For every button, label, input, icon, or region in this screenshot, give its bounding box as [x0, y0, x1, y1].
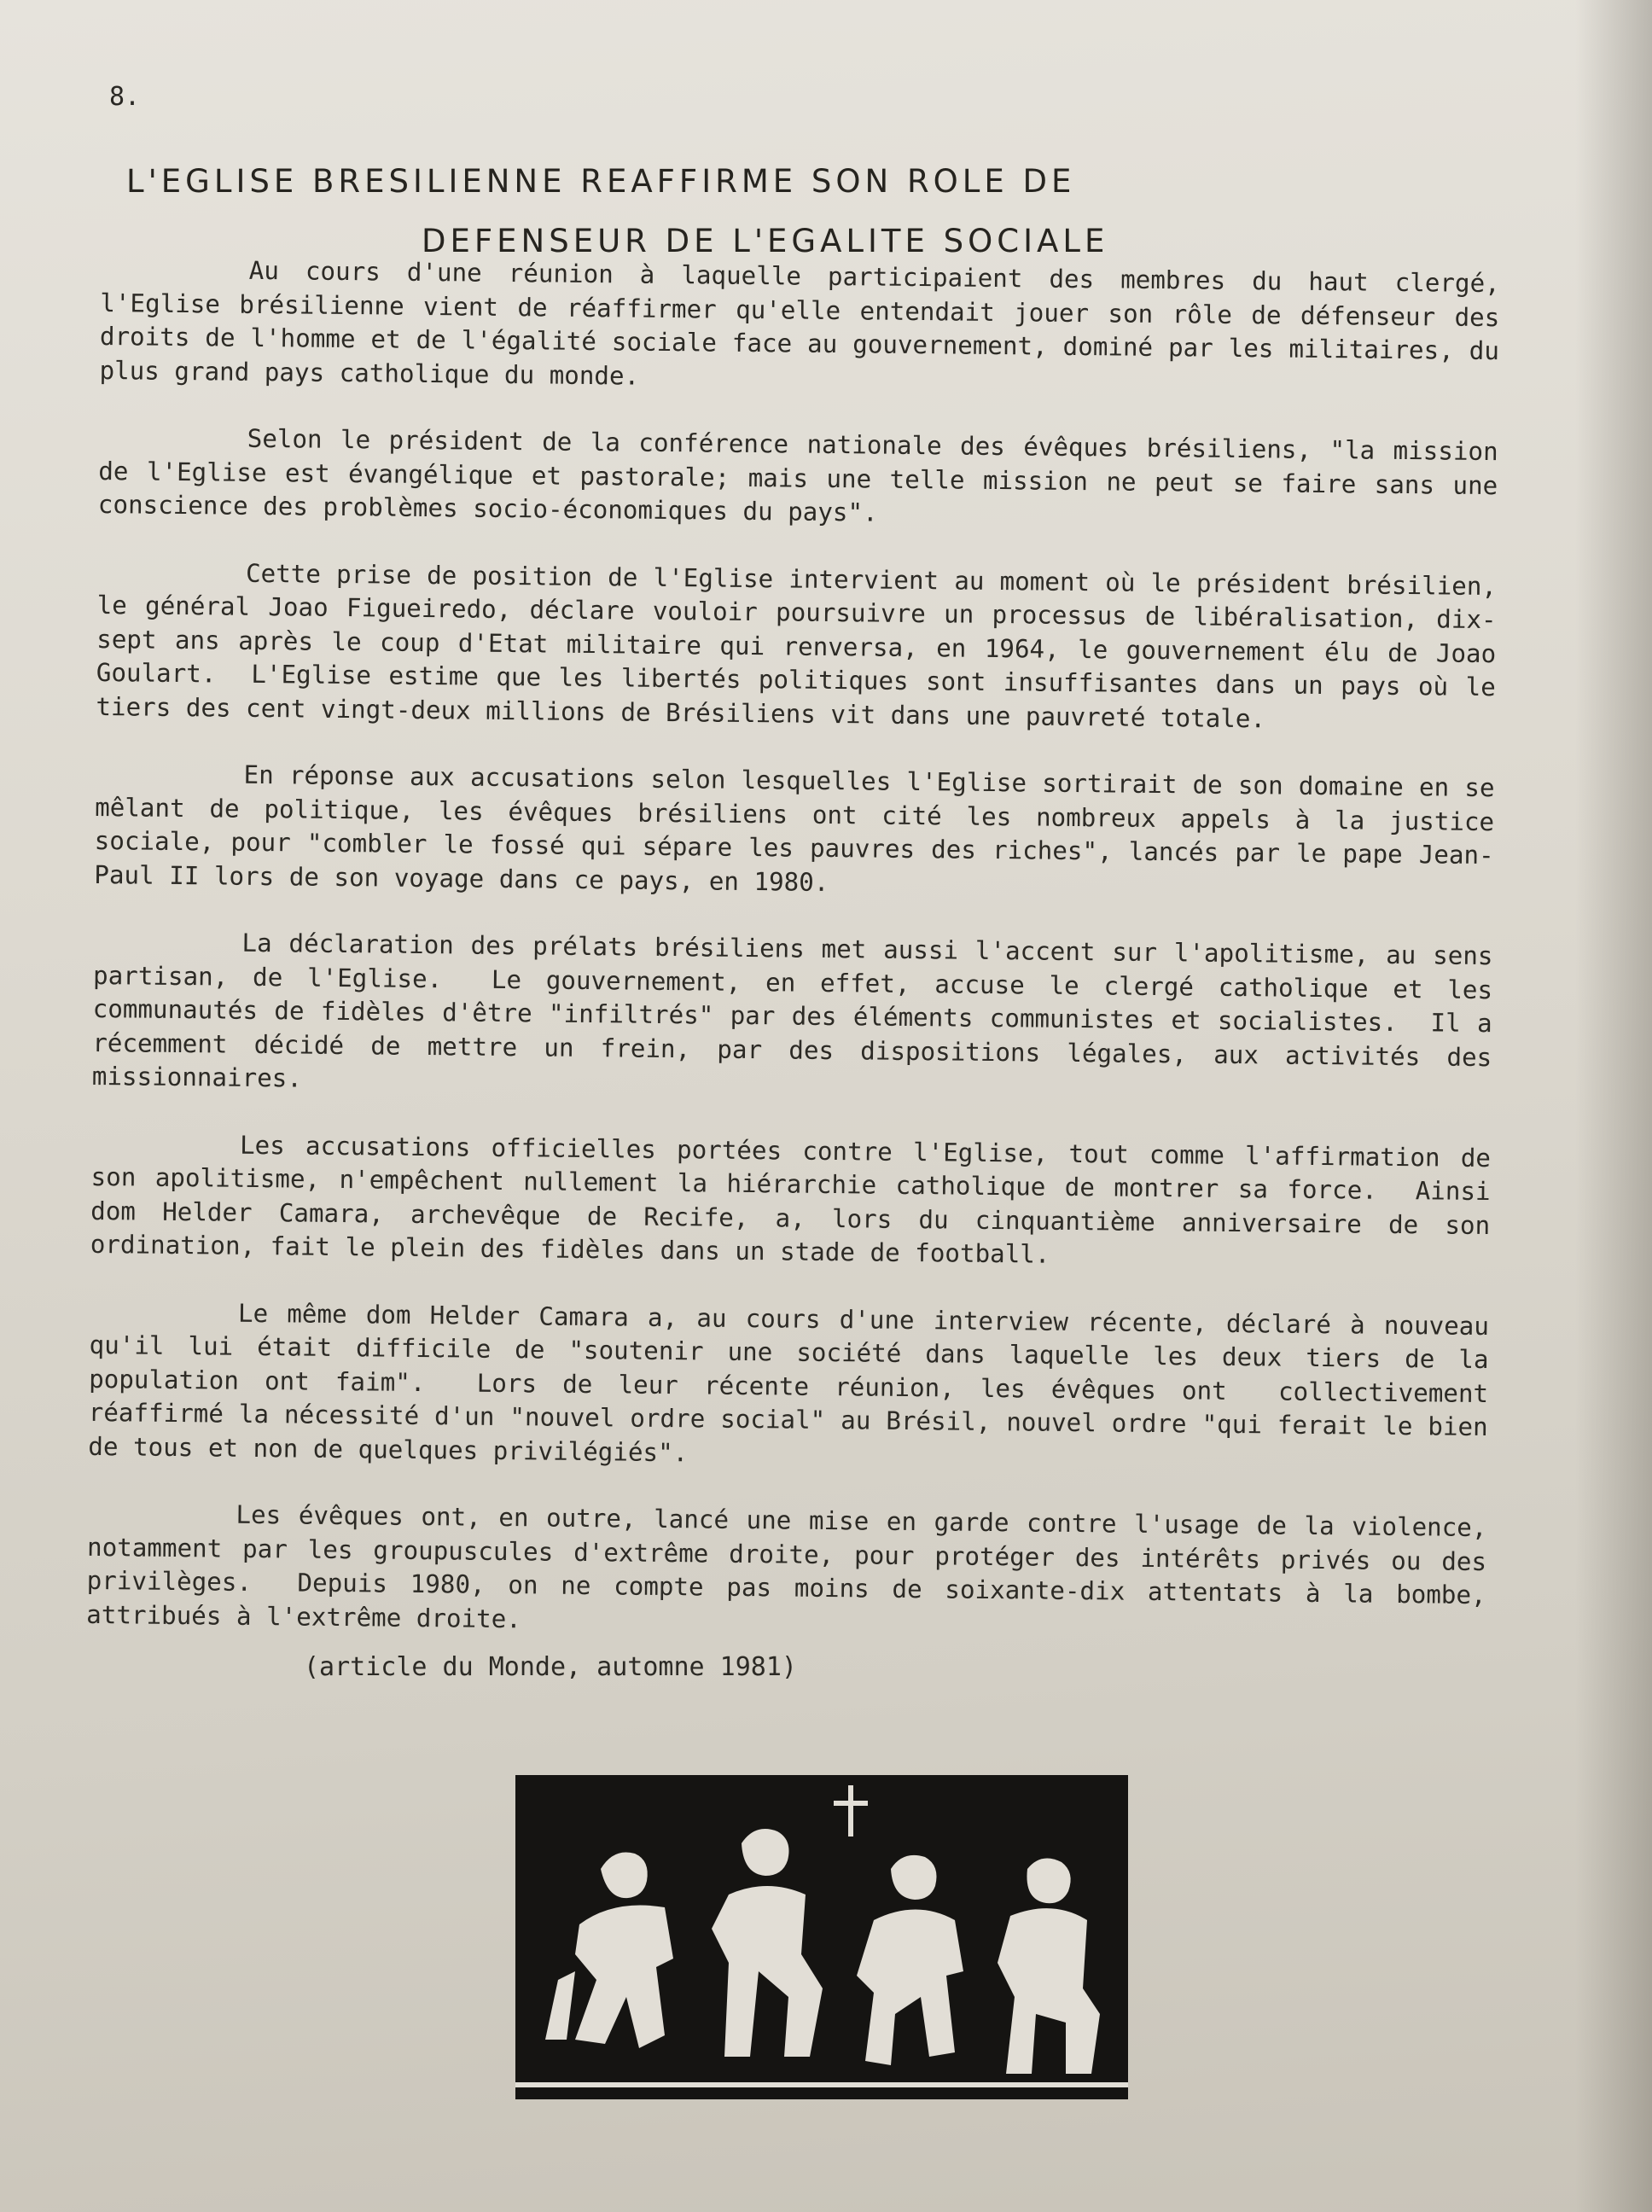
article-title — [102, 152, 1382, 271]
page-number: 8. — [109, 82, 141, 112]
paragraph-6: Les accusations officielles portées contre l'Eglise, tout comme l'affirmation de son apolitisme, n'empêchent nullement la hiérarchie catholique de montrer sa force. Ainsi dom Helder Camara, archevêque de Recife, a, lors du cinquantième anniversaire de son ordination, fait le plein des fidèles dans un stade de football. — [90, 1130, 1506, 1269]
paragraph-1: Au cours d'une réunion à laquelle participaient des membres du haut clergé, l'Eglise brésilienne vient de réaffirmer qu'elle entendait jouer son rôle de défenseur des droits de l'homme et de l'égalité sociale face au gouvernement, dominé par les militaires, du plus grand pays catholique du monde. — [99, 255, 1515, 391]
title-line-2: DEFENSEUR DE L'EGALITE SOCIALE — [422, 223, 1109, 259]
woodcut-figures-with-cross-icon — [515, 1775, 1128, 2099]
article-source: (article du Monde, automne 1981) — [304, 1652, 797, 1682]
paragraph-8: Les évêques ont, en outre, lancé une mise en garde contre l'usage de la violence, notamment par les groupuscules d'extrême droite, pour protéger des intérêts privés ou des privilèges. Depuis 1980, on ne compte pas moins de soixante-dix attentats à la bombe, attribués à l'extrême droite. — [86, 1499, 1503, 1633]
page-edge-shadow — [1575, 0, 1652, 2212]
article-body — [86, 253, 1515, 1679]
paragraph-2: Selon le président de la conférence nationale des évêques brésiliens, "la mission de l'Eglise est évangélique et pastorale; mais une telle mission ne peut se faire sans une conscience des problèmes socio-économiques du pays". — [97, 423, 1514, 527]
title-line-1: L'EGLISE BRESILIENNE REAFFIRME SON ROLE DE — [126, 163, 1076, 200]
paragraph-5: La déclaration des prélats brésiliens met aussi l'accent sur l'apolitisme, au sens partisan, de l'Eglise. Le gouvernement, en effet, accuse le clergé catholique et les communautés de fidèles d'être "infiltrés" par des éléments communistes et socialistes. Il a récemment décidé de mettre un frein, par des dispositions légales, aux activités des missionnaires. — [91, 928, 1509, 1093]
paragraph-4: En réponse aux accusations selon lesquelles l'Eglise sortirait de son domaine en se mêlant de politique, les évêques brésiliens ont cité les nombreux appels à la justice sociale, pour "combler le fossé qui sépare les pauvres des riches", lancés par le pape Jean-Paul II lors de son voyage dans ce pays, en 1980. — [94, 760, 1510, 897]
paragraph-3: Cette prise de position de l'Eglise intervient au moment où le président brésilien, le général Joao Figueiredo, déclare vouloir poursuivre un processus de libéralisation, dix-sept ans après le coup d'Etat militaire qui renversa, en 1964, le gouvernement élu de Joao Goulart. L'Eglise estime que les libertés politiques sont insuffisantes dans un pays où le tiers des cent vingt-deux millions de Brésiliens vit dans une pauvreté totale. — [96, 558, 1512, 733]
paragraph-7: Le même dom Helder Camara a, au cours d'une interview récente, déclaré à nouveau qu'il lui était difficile de "soutenir une société dans laquelle les deux tiers de la population ont faim". Lors de leur récente réunion, les évêques ont collectivement réaffirmé la nécessité d'un "nouvel ordre social" au Brésil, nouvel ordre "qui ferait le bien de tous et non de quelques privilégiés". — [88, 1298, 1504, 1467]
